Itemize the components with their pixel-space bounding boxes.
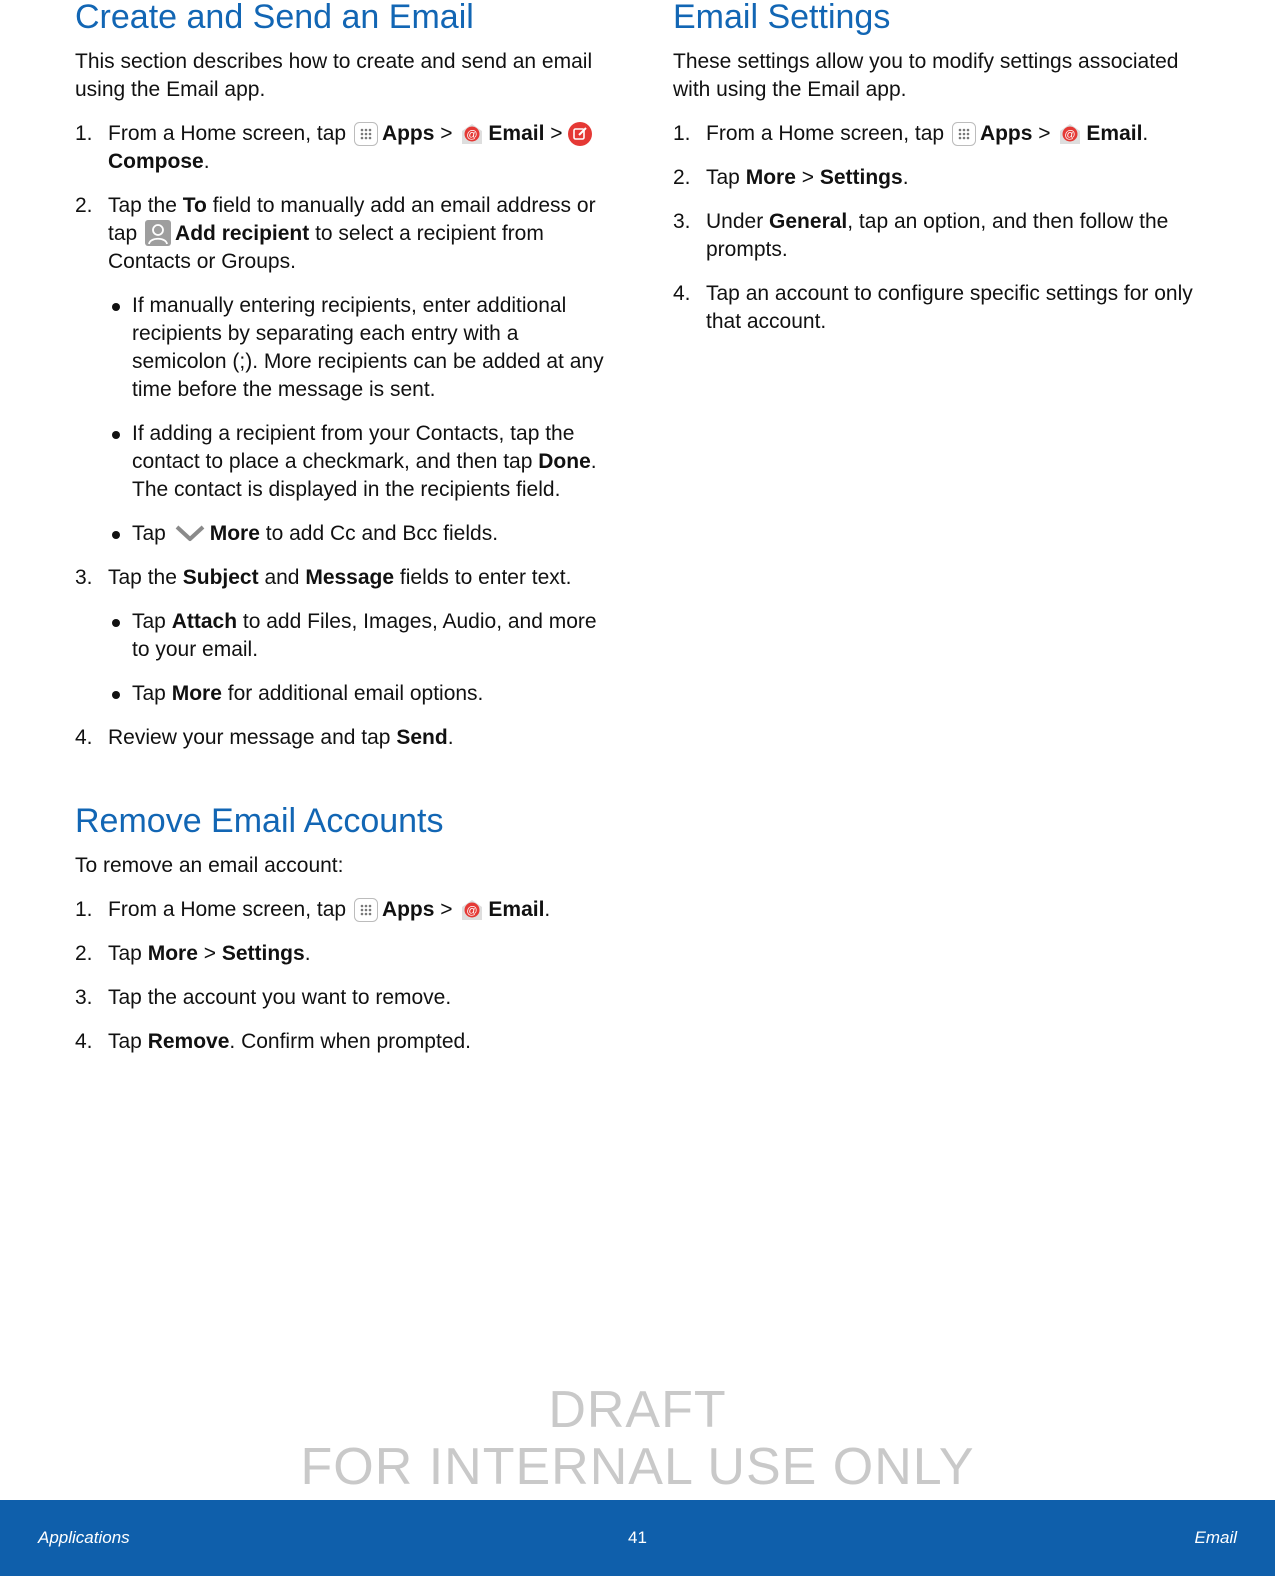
create-step-4: 4. Review your message and tap Send. xyxy=(75,726,454,749)
bullet-dot xyxy=(112,303,120,311)
add-recipient-label: Add recipient xyxy=(175,222,310,245)
create-intro: This section describes how to create and send an email using the Email app. xyxy=(75,50,593,101)
footer-section: Applications xyxy=(38,1528,130,1547)
page-number: 41 xyxy=(628,1528,647,1547)
email-label: Email xyxy=(488,122,545,145)
section-title-create-send: Create and Send an Email xyxy=(75,0,474,36)
create-step-3: 3. Tap the Subject and Message fields to enter text. xyxy=(75,566,572,589)
remove-step-1: 1. From a Home screen, tap Apps > Email. xyxy=(75,898,551,921)
create-bullet-4: Tap Attach to add Files, Images, Audio, and more to your email. xyxy=(75,608,610,664)
internal-use-watermark: FOR INTERNAL USE ONLY xyxy=(300,1438,975,1496)
left-column xyxy=(75,0,610,1056)
settings-step-3: 3. Under General, tap an option, and then follow the prompts. xyxy=(673,210,1169,261)
apps-grid-icon xyxy=(354,122,378,146)
bullet-dot xyxy=(112,691,120,699)
settings-intro: These settings allow you to modify settings associated with using the Email app. xyxy=(673,50,1179,101)
email-app-icon xyxy=(1058,122,1082,146)
settings-step-4: 4. Tap an account to configure specific settings for only that account. xyxy=(673,282,1193,333)
section-title-email-settings: Email Settings xyxy=(673,0,891,36)
email-app-icon xyxy=(460,122,484,146)
compose-icon xyxy=(568,122,592,146)
apps-label: Apps xyxy=(381,122,435,145)
create-step-1: 1. From a Home screen, tap Apps > Email > Compose. xyxy=(75,120,610,176)
bullet-dot xyxy=(112,619,120,627)
settings-step-1: 1. From a Home screen, tap Apps > Email. xyxy=(673,122,1149,145)
remove-intro: To remove an email account: xyxy=(75,854,344,877)
create-bullet-1: If manually entering recipients, enter additional recipients by separating each entry with a semicolon (;). More recipients can be added at any time before the message is sent. xyxy=(75,292,610,404)
bullet-dot xyxy=(112,531,120,539)
remove-step-3: 3. Tap the account you want to remove. xyxy=(75,986,452,1009)
bullet-dot xyxy=(112,431,120,439)
settings-step-2: 2. Tap More > Settings. xyxy=(673,166,909,189)
page-footer xyxy=(0,1500,1275,1576)
create-bullet-5: Tap More for additional email options. xyxy=(75,680,610,708)
email-app-icon xyxy=(460,898,484,922)
remove-step-2: 2. Tap More > Settings. xyxy=(75,942,311,965)
section-title-remove-accounts: Remove Email Accounts xyxy=(75,802,444,840)
create-step-2: 2. Tap the To field to manually add an email address or tap Add recipient to select a recipient from Contacts or Groups. xyxy=(75,194,596,273)
compose-label: Compose xyxy=(108,150,204,173)
footer-chapter: Email xyxy=(1194,1528,1237,1547)
draft-watermark: DRAFT xyxy=(548,1381,727,1439)
create-bullet-2: If adding a recipient from your Contacts, tap the contact to place a checkmark, and then tap Done. The contact is displayed in the recipients field. xyxy=(75,420,610,504)
remove-step-4: 4. Tap Remove. Confirm when prompted. xyxy=(75,1030,472,1053)
chevron-down-icon xyxy=(174,523,206,543)
apps-grid-icon xyxy=(354,898,378,922)
apps-grid-icon xyxy=(952,122,976,146)
create-bullet-3: Tap More to add Cc and Bcc fields. xyxy=(75,520,610,548)
contact-icon xyxy=(145,220,171,246)
right-column xyxy=(673,0,1213,336)
